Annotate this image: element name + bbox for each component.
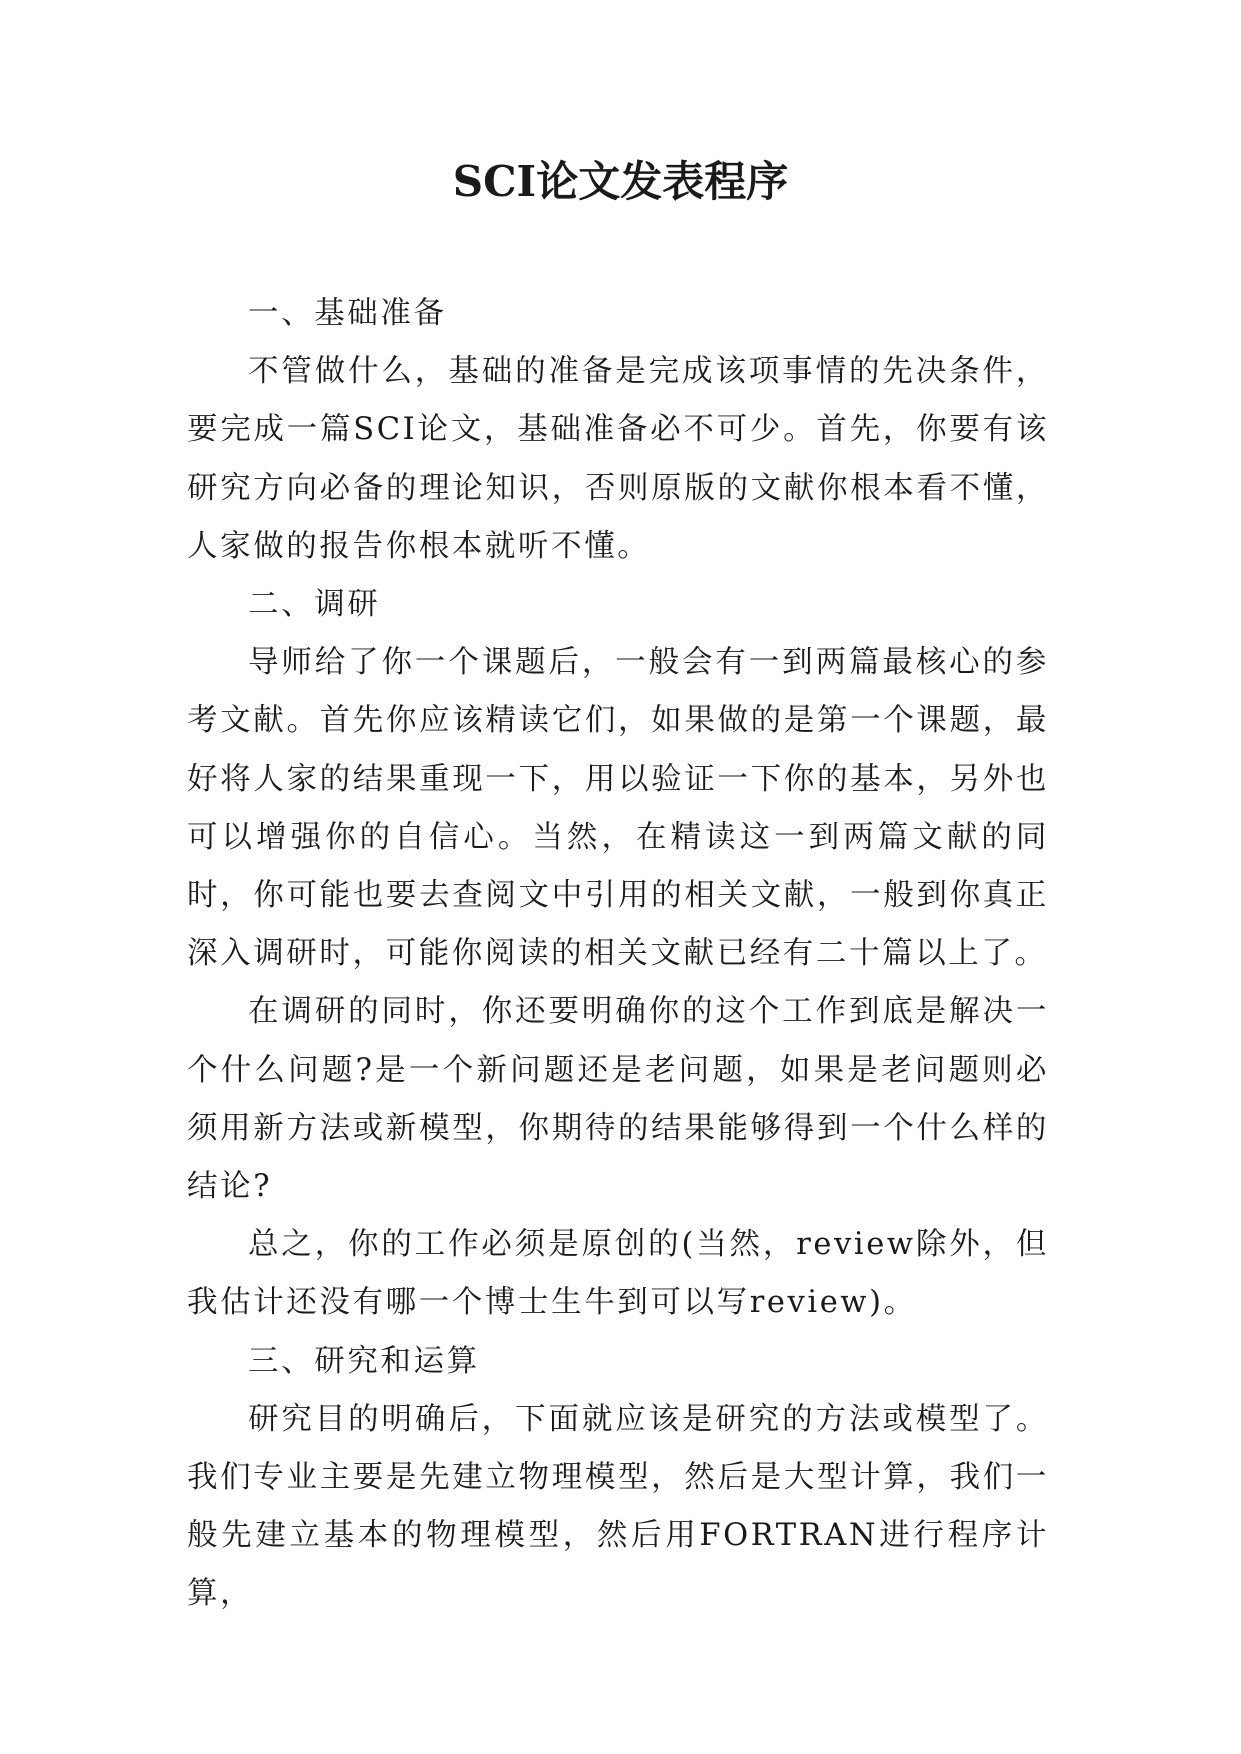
paragraph-research-method: 研究目的明确后，下面就应该是研究的方法或模型了。我们专业主要是先建立物理模型，然后是大型计算，我们一般先建立基本的物理模型，然后用FORTRAN进行程序计算， [187,1401,1049,1612]
paragraph-survey-question: 在调研的同时，你还要明确你的这个工作到底是解决一个什么问题?是一个新问题还是老问题，如果是老问题则必须用新方法或新模型，你期待的结果能够得到一个什么样的结论? [187,994,1049,1205]
document-title: SCI论文发表程序 [452,157,789,206]
paragraph-survey-originality: 总之，你的工作必须是原创的(当然，review除外，但我估计还没有哪一个博士生牛到可以写review)。 [187,1227,1049,1321]
section-heading-research-computation: 三、研究和运算 [248,1343,480,1379]
section-heading-basic-preparation: 一、基础准备 [248,296,447,331]
paragraph-basic-preparation: 不管做什么，基础的准备是完成该项事情的先决条件，要完成一篇SCI论文，基础准备必不可少。首先，你要有该研究方向必备的理论知识，否则原版的文献你根本看不懂，人家做的报告你根本就听不懂。 [187,354,1049,564]
document-body [187,285,1049,1624]
paragraph-survey-reading: 导师给了你一个课题后，一般会有一到两篇最核心的参考文献。首先你应该精读它们，如果做的是第一个课题，最好将人家的结果重现一下，用以验证一下你的基本，另外也可以增强你的自信心。当然，在精读这一到两篇文献的同时，你可能也要去查阅文中引用的相关文献，一般到你真正深入调研时，可能你阅读的相关文献已经有二十篇以上了。 [187,645,1049,972]
section-heading-research-survey: 二、调研 [248,587,381,623]
